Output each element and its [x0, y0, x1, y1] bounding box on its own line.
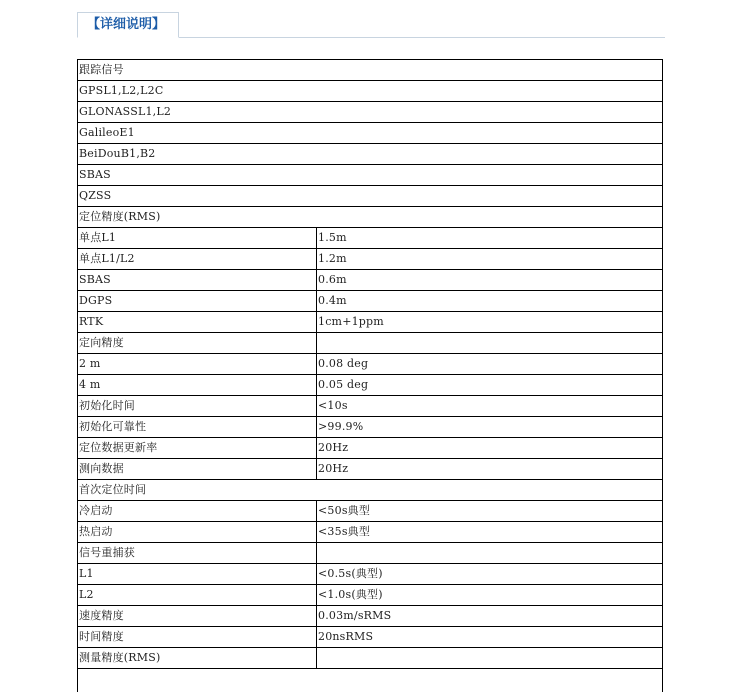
- table-cell-value: 0.6m: [317, 270, 663, 291]
- table-cell-value: 0.03m/sRMS: [317, 606, 663, 627]
- table-cell-label: 信号重捕获: [78, 543, 317, 564]
- table-row: [78, 606, 662, 627]
- table-cell-value: 0.4m: [317, 291, 663, 312]
- table-cell-value: 0.08 deg: [317, 354, 663, 375]
- spec-table-body: [78, 60, 662, 669]
- table-row: [78, 291, 662, 312]
- table-cell-value: 20Hz: [317, 438, 663, 459]
- table-row: [78, 186, 662, 207]
- table-row: [78, 648, 662, 669]
- table-row: [78, 438, 662, 459]
- table-row: [78, 165, 662, 186]
- table-cell-label: 速度精度: [78, 606, 317, 627]
- table-cell-value: <0.5s(典型): [317, 564, 663, 585]
- table-cell-label: L1: [78, 564, 317, 585]
- table-cell-label: SBAS: [78, 270, 317, 291]
- table-cell-header: QZSS: [78, 186, 662, 207]
- table-cell-label: 测向数据: [78, 459, 317, 480]
- table-cell-label: 单点L1: [78, 228, 317, 249]
- table-cell-header: SBAS: [78, 165, 662, 186]
- table-cell-label: RTK: [78, 312, 317, 333]
- detail-tab[interactable]: 【详细说明】: [77, 12, 179, 38]
- table-cell-header: GLONASSL1,L2: [78, 102, 662, 123]
- table-row: [78, 123, 662, 144]
- table-cell-value: <10s: [317, 396, 663, 417]
- table-row: [78, 459, 662, 480]
- table-row: [78, 60, 662, 81]
- table-cell-value: [317, 333, 663, 354]
- table-cell-label: 初始化可靠性: [78, 417, 317, 438]
- table-row: [78, 543, 662, 564]
- table-cell-value: >99.9%: [317, 417, 663, 438]
- table-cell-value: 1.5m: [317, 228, 663, 249]
- table-row: [78, 312, 662, 333]
- table-cell-label: L2: [78, 585, 317, 606]
- table-cell-header: 跟踪信号: [78, 60, 662, 81]
- table-cell-label: 冷启动: [78, 501, 317, 522]
- table-cell-value: <35s典型: [317, 522, 663, 543]
- detail-tab-bar: [77, 12, 665, 38]
- table-cell-value: 0.05 deg: [317, 375, 663, 396]
- table-cell-label: 定位数据更新率: [78, 438, 317, 459]
- table-cell-label: 时间精度: [78, 627, 317, 648]
- table-row: [78, 144, 662, 165]
- table-cell-label: DGPS: [78, 291, 317, 312]
- table-row: [78, 417, 662, 438]
- table-cell-label: 4 m: [78, 375, 317, 396]
- table-cell-value: <50s典型: [317, 501, 663, 522]
- table-row: [78, 102, 662, 123]
- table-row: [78, 480, 662, 501]
- table-row: [78, 228, 662, 249]
- table-row: [78, 522, 662, 543]
- table-row: [78, 354, 662, 375]
- table-cell-header: GPSL1,L2,L2C: [78, 81, 662, 102]
- table-cell-label: 2 m: [78, 354, 317, 375]
- table-cell-label: 定向精度: [78, 333, 317, 354]
- table-row: [78, 270, 662, 291]
- table-cell-header: BeiDouB1,B2: [78, 144, 662, 165]
- table-row: [78, 249, 662, 270]
- table-cell-value: [317, 648, 663, 669]
- table-row: [78, 207, 662, 228]
- table-cell-label: 初始化时间: [78, 396, 317, 417]
- table-row: [78, 501, 662, 522]
- spec-table: [77, 59, 663, 692]
- table-row: [78, 81, 662, 102]
- table-cell-label: 测量精度(RMS): [78, 648, 317, 669]
- table-row: [78, 585, 662, 606]
- table-row: [78, 627, 662, 648]
- table-cell-value: [317, 543, 663, 564]
- table-cell-value: 20Hz: [317, 459, 663, 480]
- table-cell-label: 单点L1/L2: [78, 249, 317, 270]
- table-cell-label: 热启动: [78, 522, 317, 543]
- table-cell-value: 20nsRMS: [317, 627, 663, 648]
- table-cell-value: 1cm+1ppm: [317, 312, 663, 333]
- table-row: [78, 396, 662, 417]
- table-row: [78, 375, 662, 396]
- table-row: [78, 333, 662, 354]
- table-cell-header: 定位精度(RMS): [78, 207, 662, 228]
- table-cell-header: 首次定位时间: [78, 480, 662, 501]
- table-cell-value: <1.0s(典型): [317, 585, 663, 606]
- table-cell-value: 1.2m: [317, 249, 663, 270]
- table-cell-header: GalileoE1: [78, 123, 662, 144]
- table-row: [78, 564, 662, 585]
